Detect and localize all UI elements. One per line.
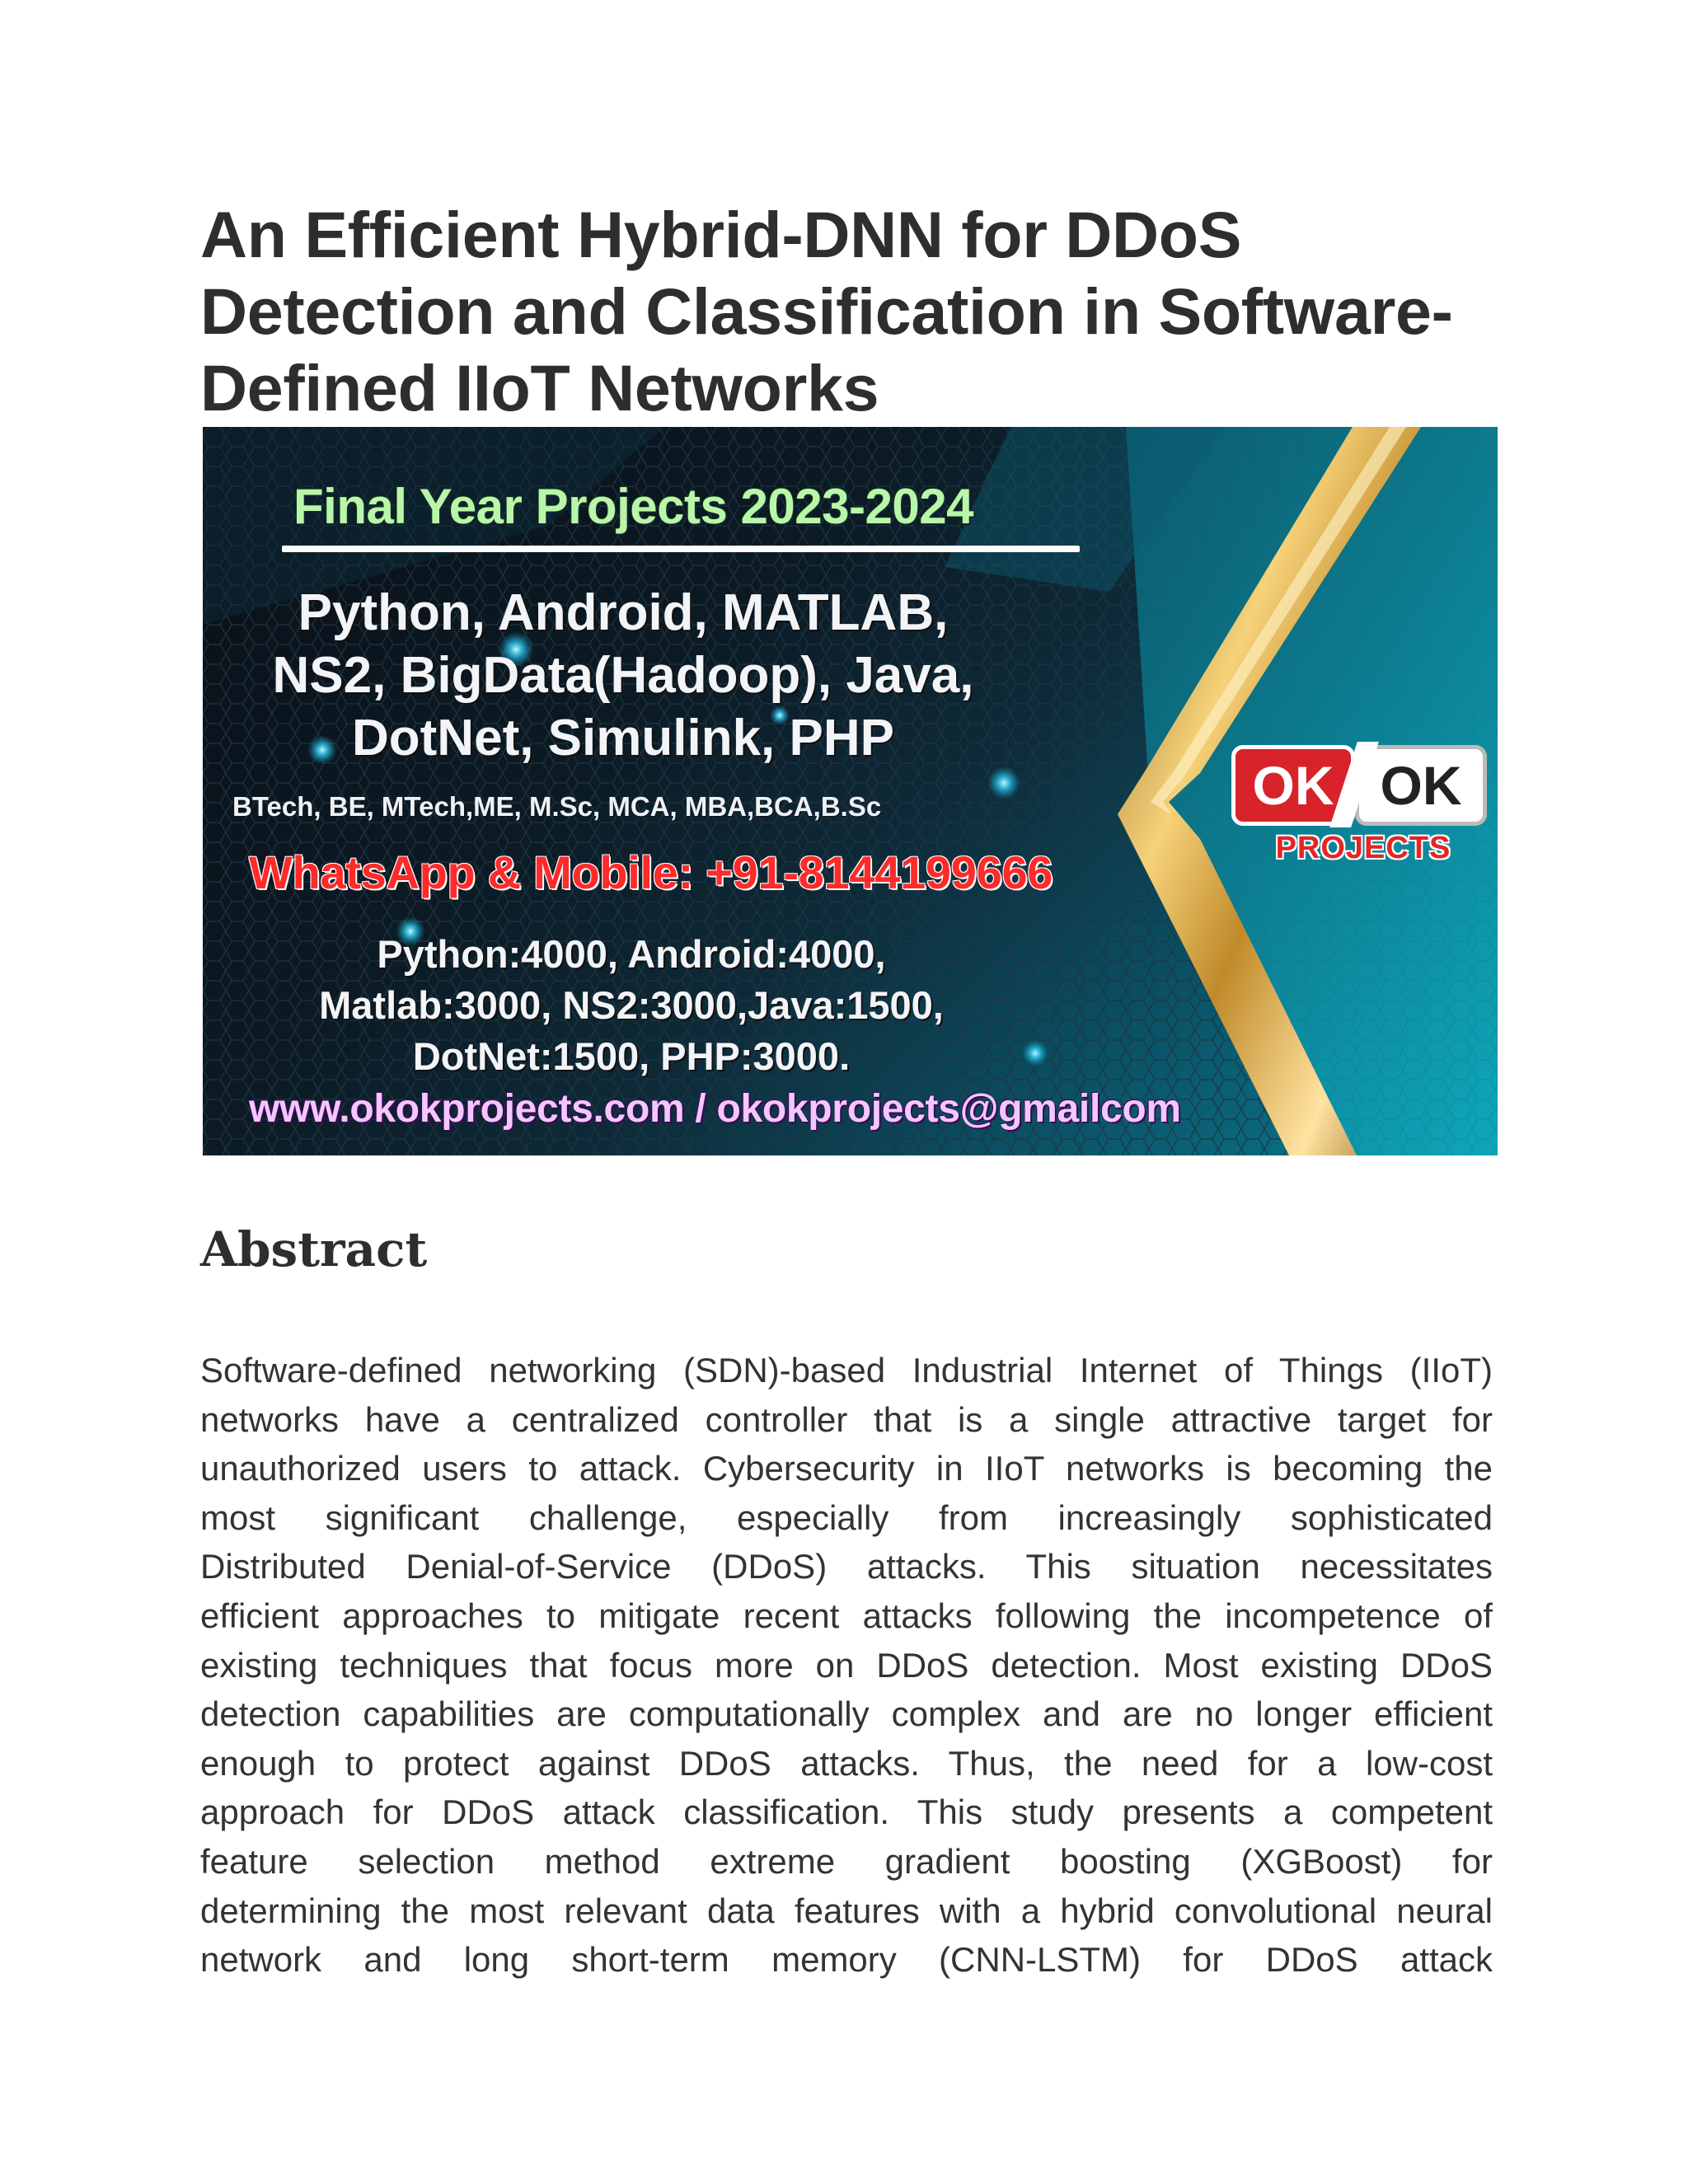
logo-left-ok: OK: [1231, 745, 1355, 826]
logo-right-ok: OK: [1355, 745, 1487, 826]
banner-headline: Final Year Projects 2023-2024: [293, 479, 973, 534]
title-line: An Efficient Hybrid-DNN for DDoS: [200, 198, 1242, 271]
banner-price-line: Python:4000, Android:4000,: [377, 932, 886, 976]
banner-price-line: DotNet:1500, PHP:3000.: [412, 1034, 851, 1078]
abstract-line: most significant challenge, especially from increasingly sophisticated: [200, 1497, 1493, 1537]
banner-tech-line: Python, Android, MATLAB,: [298, 584, 949, 641]
title-line: Detection and Classification in Software-: [200, 274, 1453, 348]
abstract-heading: Abstract: [200, 1221, 428, 1277]
abstract-line: efficient approaches to mitigate recent attacks following the incompetence of: [200, 1596, 1493, 1635]
abstract-line: feature selection method extreme gradient boosting (XGBoost) for: [200, 1841, 1493, 1881]
okok-projects-logo: [1231, 745, 1489, 880]
abstract-line: networks have a centralized controller that is a single attractive target for: [200, 1399, 1493, 1439]
abstract-line: detection capabilities are computationally complex and are no longer efficient: [200, 1694, 1493, 1734]
abstract-text: [200, 1346, 1493, 1985]
banner-tech-line: NS2, BigData(Hadoop), Java,: [272, 647, 974, 704]
logo-subtitle: PROJECTS: [1275, 831, 1451, 865]
document-title: [200, 196, 1511, 426]
abstract-line: approach for DDoS attack classification. This study presents a competent: [200, 1793, 1493, 1832]
banner-price-line: Matlab:3000, NS2:3000,Java:1500,: [319, 983, 944, 1027]
banner-contact: WhatsApp & Mobile: +91-8144199666: [249, 846, 1053, 898]
promo-banner-image: [203, 427, 1498, 1155]
abstract-line: determining the most relevant data features with a hybrid convolutional neural: [200, 1891, 1493, 1930]
abstract-line: network and long short-term memory (CNN-LSTM) for DDoS attack: [200, 1940, 1493, 1980]
abstract-line: enough to protect against DDoS attacks. Thus, the need for a low-cost: [200, 1743, 1493, 1783]
banner-degrees: BTech, BE, MTech,ME, M.Sc, MCA, MBA,BCA,B.Sc: [232, 791, 882, 822]
abstract-line: unauthorized users to attack. Cybersecurity in IIoT networks is becoming the: [200, 1449, 1493, 1488]
banner-divider: [282, 546, 1080, 552]
banner-website-email: www.okokprojects.com / okokprojects@gmailcom: [249, 1087, 1181, 1131]
banner-tech-line: DotNet, Simulink, PHP: [352, 710, 894, 766]
title-line: Defined IIoT Networks: [200, 351, 879, 424]
abstract-line: Software-defined networking (SDN)-based Industrial Internet of Things (IIoT): [200, 1351, 1493, 1390]
abstract-line: existing techniques that focus more on DDoS detection. Most existing DDoS: [200, 1645, 1493, 1685]
abstract-line: Distributed Denial-of-Service (DDoS) attacks. This situation necessitates: [200, 1547, 1493, 1586]
